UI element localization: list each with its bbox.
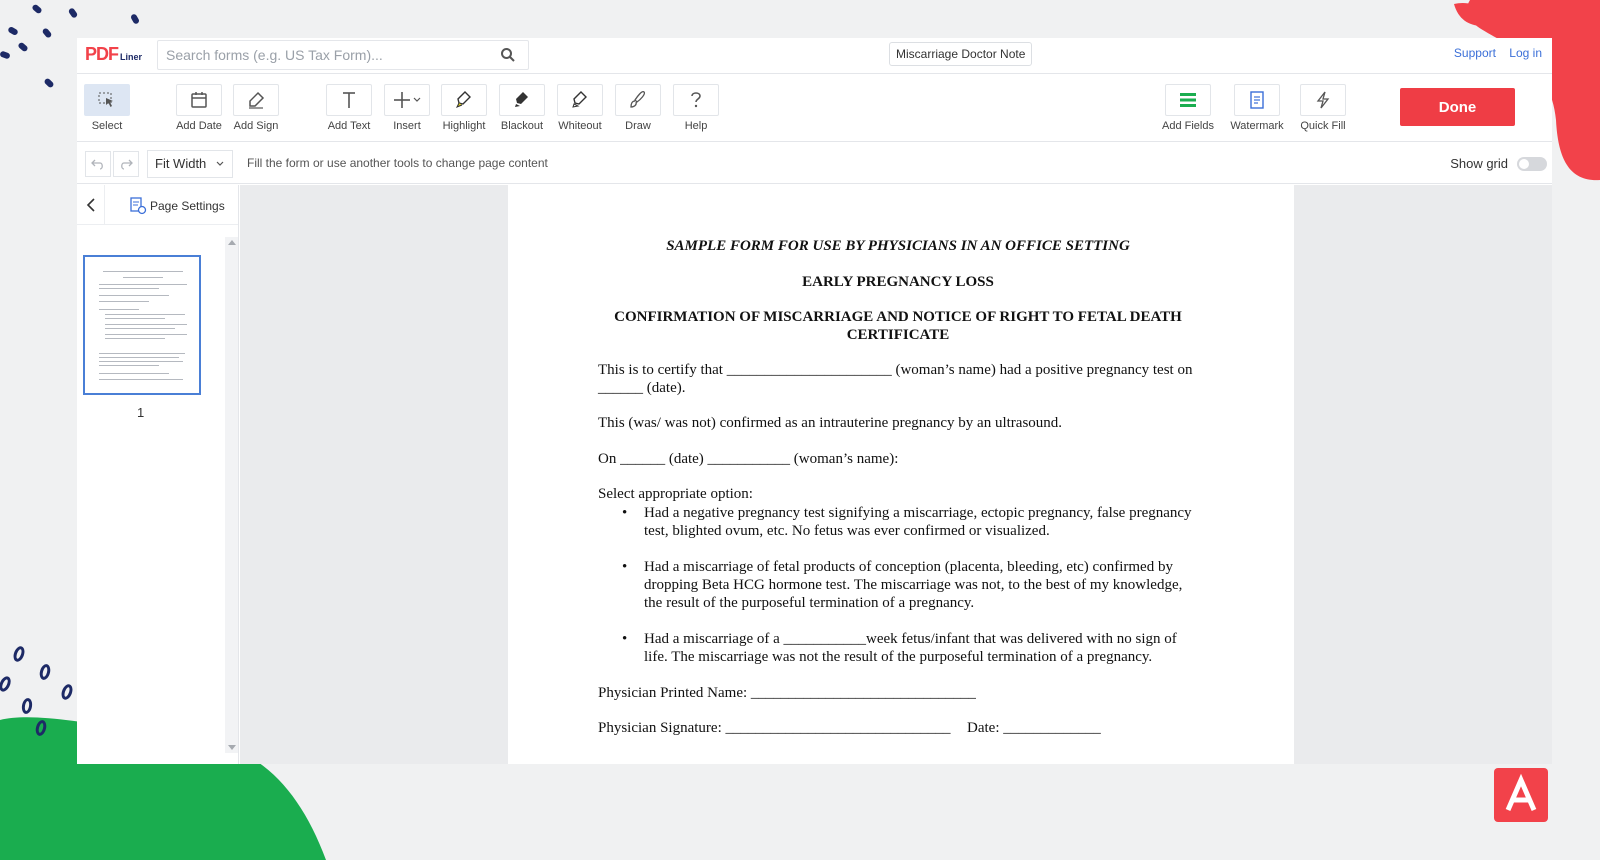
doc-physician-signature-field: Physician Signature: ______________________________	[598, 720, 951, 736]
document-title[interactable]: Miscarriage Doctor Note	[889, 42, 1032, 66]
doc-ultrasound-paragraph: This (was/ was not) confirmed as an intrauterine pregnancy by an ultrasound.	[598, 415, 1063, 431]
list-item: • Had a negative pregnancy test signifying a miscarriage, ectopic pregnancy, false pregnancy test, blighted ovum, etc. No fetus was ever confirmed or visualized.	[644, 504, 1200, 540]
undo-button[interactable]	[85, 151, 111, 177]
lightning-icon	[1313, 90, 1333, 110]
blackout-marker-icon	[512, 90, 532, 110]
tool-add-date[interactable]: Add Date	[169, 84, 229, 132]
sidebar-header	[77, 185, 238, 225]
show-grid-label: Show grid	[1450, 156, 1508, 171]
doc-date-field: Date: _____________	[967, 720, 1101, 736]
plus-dropdown-icon	[393, 90, 421, 110]
chevron-left-icon	[86, 198, 96, 212]
page-settings-button[interactable]: Page Settings	[129, 197, 225, 215]
tool-blackout[interactable]: Blackout	[492, 84, 552, 132]
login-link[interactable]: Log in	[1509, 46, 1542, 60]
pages-sidebar	[77, 185, 239, 764]
page-number: 1	[137, 405, 145, 420]
pdf-editor-window	[77, 38, 1552, 764]
select-cursor-icon	[97, 90, 117, 110]
doc-heading-sample-form: SAMPLE FORM FOR USE BY PHYSICIANS IN AN OFFICE SETTING	[666, 238, 1130, 254]
search-icon[interactable]	[500, 47, 516, 63]
tool-add-fields[interactable]: Add Fields	[1158, 84, 1218, 132]
question-mark-icon	[686, 90, 706, 110]
tool-help[interactable]: Help	[666, 84, 726, 132]
top-links	[1444, 46, 1542, 60]
tool-add-sign[interactable]: Add Sign	[226, 84, 286, 132]
text-icon	[339, 90, 359, 110]
doc-physician-name-field: Physician Printed Name: ______________________________	[598, 685, 976, 701]
sub-toolbar	[77, 142, 1552, 184]
undo-icon	[91, 157, 105, 171]
tool-add-text[interactable]: Add Text	[319, 84, 379, 132]
main-toolbar	[77, 74, 1552, 142]
support-link[interactable]: Support	[1453, 46, 1496, 60]
instruction-hint: Fill the form or use another tools to change page content	[247, 156, 548, 170]
doc-date-paragraph: On ______ (date) ___________ (woman’s name):	[598, 451, 899, 467]
pen-sign-icon	[246, 90, 266, 110]
tool-watermark[interactable]: Watermark	[1227, 84, 1287, 132]
redo-button[interactable]	[113, 151, 139, 177]
redo-icon	[119, 157, 133, 171]
page-thumbnail[interactable]	[83, 255, 201, 395]
tool-insert[interactable]: Insert	[377, 84, 437, 132]
tool-highlight[interactable]: Highlight	[434, 84, 494, 132]
doc-heading-early-loss: EARLY PREGNANCY LOSS	[802, 274, 994, 290]
list-item: • Had a miscarriage of a ___________week fetus/infant that was delivered with no sign of life. The miscarriage was not the result of the purposeful termination of a pregnancy.	[644, 630, 1200, 666]
chevron-down-icon	[216, 160, 224, 168]
doc-certify-paragraph: This is to certify that ______________________ (woman’s name) had a positive pregnancy test on ______ (date).	[598, 362, 1193, 396]
tool-whiteout[interactable]: Whiteout	[550, 84, 610, 132]
tool-draw[interactable]: Draw	[608, 84, 668, 132]
document-canvas	[240, 185, 1552, 764]
watermark-icon	[1247, 90, 1267, 110]
list-item: • Had a miscarriage of fetal products of conception (placenta, bleeding, etc) confirmed by dropping Beta HCG hormone test. The miscarriage was not, to the best of my knowledge, the result of the purposeful termination of a pregnancy.	[644, 558, 1200, 612]
done-button[interactable]: Done	[1400, 88, 1515, 126]
search-input[interactable]	[166, 45, 486, 65]
tool-quick-fill[interactable]: Quick Fill	[1293, 84, 1353, 132]
top-bar	[77, 38, 1552, 74]
page-settings-icon	[129, 197, 147, 215]
tool-select[interactable]: Select	[77, 84, 137, 132]
doc-heading-confirmation: CONFIRMATION OF MISCARRIAGE AND NOTICE OF RIGHT TO FETAL DEATH CERTIFICATE	[614, 309, 1182, 343]
add-fields-icon	[1178, 90, 1198, 110]
zoom-select[interactable]: Fit Width	[147, 150, 233, 178]
collapse-sidebar-button[interactable]	[77, 185, 105, 225]
document-page[interactable]	[508, 185, 1294, 764]
highlighter-icon	[454, 90, 474, 110]
calendar-icon	[189, 90, 209, 110]
doc-select-option-label: Select appropriate option:	[598, 486, 753, 502]
pdfliner-corner-logo-icon	[1494, 768, 1548, 822]
pdfliner-logo[interactable]: PDF Liner	[85, 44, 143, 64]
show-grid-toggle[interactable]	[1517, 157, 1547, 171]
brush-draw-icon	[628, 90, 648, 110]
sidebar-scrollbar[interactable]	[225, 237, 238, 753]
search-box	[157, 40, 529, 70]
whiteout-marker-icon	[570, 90, 590, 110]
